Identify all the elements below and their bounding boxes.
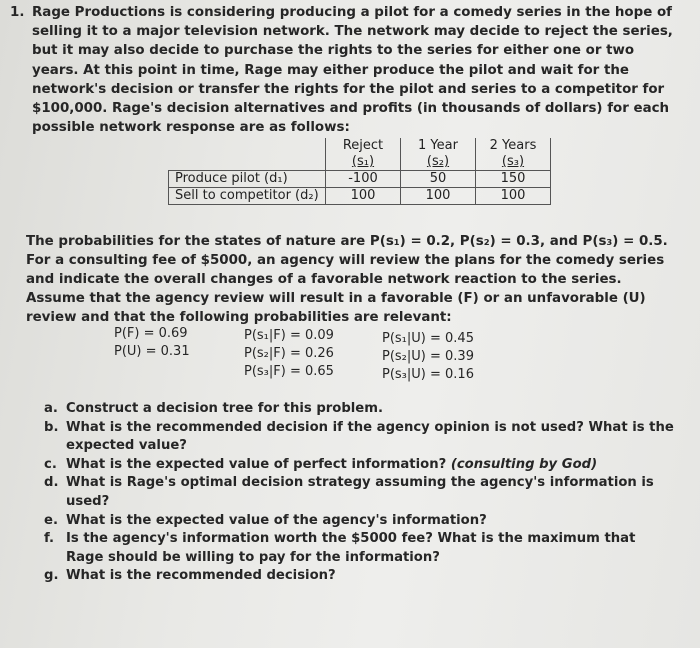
table-cell-d2-s1: 100 (326, 188, 401, 205)
table-row-label-d2: Sell to competitor (d₂) (169, 188, 326, 205)
problem-intro-text: Rage Productions is considering producing a pilot for a comedy series in the hope of selling it to a major television network. The network may decide to reject the series, but it may also decide to purchase the rights to the series for either one or two years. At this point in time, Rage may either produce the pilot and wait for the network's decision or transfer the rights for the pilot and series to a competitor for $100,000. Rage's decision alternatives and profits (in thousands of dollars) for each possible network response are as follows: (32, 5, 673, 136)
question-letter: d. (44, 475, 59, 491)
table-header-2years: 2 Years (476, 138, 551, 154)
prob-s2-u: P(s₂|U) = 0.39 (382, 349, 474, 364)
table-header-reject: Reject (326, 138, 401, 154)
question-b (44, 419, 674, 456)
prob-column-3 (382, 330, 474, 384)
table-row-label-d1: Produce pilot (d₁) (169, 171, 326, 188)
table-state-s3: (s₃) (476, 154, 551, 171)
question-list (44, 400, 674, 586)
question-a (44, 400, 674, 419)
question-d (44, 474, 674, 511)
question-c (44, 456, 674, 475)
table-cell-d1-s3: 150 (476, 171, 551, 188)
question-letter: c. (44, 456, 57, 472)
table-cell-d2-s2: 100 (401, 188, 476, 205)
prob-s2-f: P(s₂|F) = 0.26 (244, 346, 334, 361)
prob-s3-u: P(s₃|U) = 0.16 (382, 367, 474, 382)
question-text: What is the recommended decision if the agency opinion is not used? What is the expected value? (66, 419, 674, 454)
question-f (44, 530, 674, 567)
table-state-s2: (s₂) (401, 154, 476, 171)
question-text-main: What is the expected value of perfect information? (66, 456, 447, 472)
probabilities-paragraph: The probabilities for the states of nature are P(s₁) = 0.2, P(s₂) = 0.3, and P(s₃) = 0.5. For a consulting fee of $5000, an agency will review the plans for the comedy series and indicate the overall changes of a favorable network reaction to the series. Assume that the agency review will result in a favorable (F) or an unfavorable (U) review and that the following probabilities are relevant: (26, 234, 668, 325)
problem-intro (10, 3, 682, 137)
question-text: What is the expected value of the agency's information? (66, 512, 487, 528)
question-text (66, 456, 674, 475)
table-state-s1: (s₁) (326, 154, 401, 171)
table-header-1year: 1 Year (401, 138, 476, 154)
question-letter: g. (44, 568, 59, 584)
problem-number: 1. (10, 5, 25, 20)
prob-s1-f: P(s₁|F) = 0.09 (244, 328, 334, 343)
question-text: What is the recommended decision? (66, 568, 336, 584)
question-e (44, 512, 674, 531)
prob-s1-u: P(s₁|U) = 0.45 (382, 331, 474, 346)
question-letter: e. (44, 512, 58, 528)
prob-f: P(F) = 0.69 (114, 326, 188, 341)
question-text: What is Rage's optimal decision strategy assuming the agency's information is used? (66, 475, 654, 509)
prob-column-2 (244, 327, 334, 381)
question-letter: b. (44, 419, 59, 435)
payoff-table (168, 138, 551, 205)
question-text-italic: (consulting by God) (450, 456, 598, 472)
table-cell-d2-s3: 100 (476, 188, 551, 205)
question-letter: a. (44, 401, 58, 416)
question-letter: f. (44, 531, 55, 547)
question-text: Is the agency's information worth the $5000 fee? What is the maximum that Rage should be willing to pay for the information? (66, 531, 636, 565)
prob-s3-f: P(s₃|F) = 0.65 (244, 364, 334, 379)
prob-column-1 (114, 325, 190, 361)
prob-u: P(U) = 0.31 (114, 344, 190, 359)
table-cell-d1-s2: 50 (401, 171, 476, 188)
question-g (44, 567, 674, 586)
question-text: Construct a decision tree for this problem. (66, 401, 383, 416)
table-cell-d1-s1: -100 (326, 171, 401, 188)
